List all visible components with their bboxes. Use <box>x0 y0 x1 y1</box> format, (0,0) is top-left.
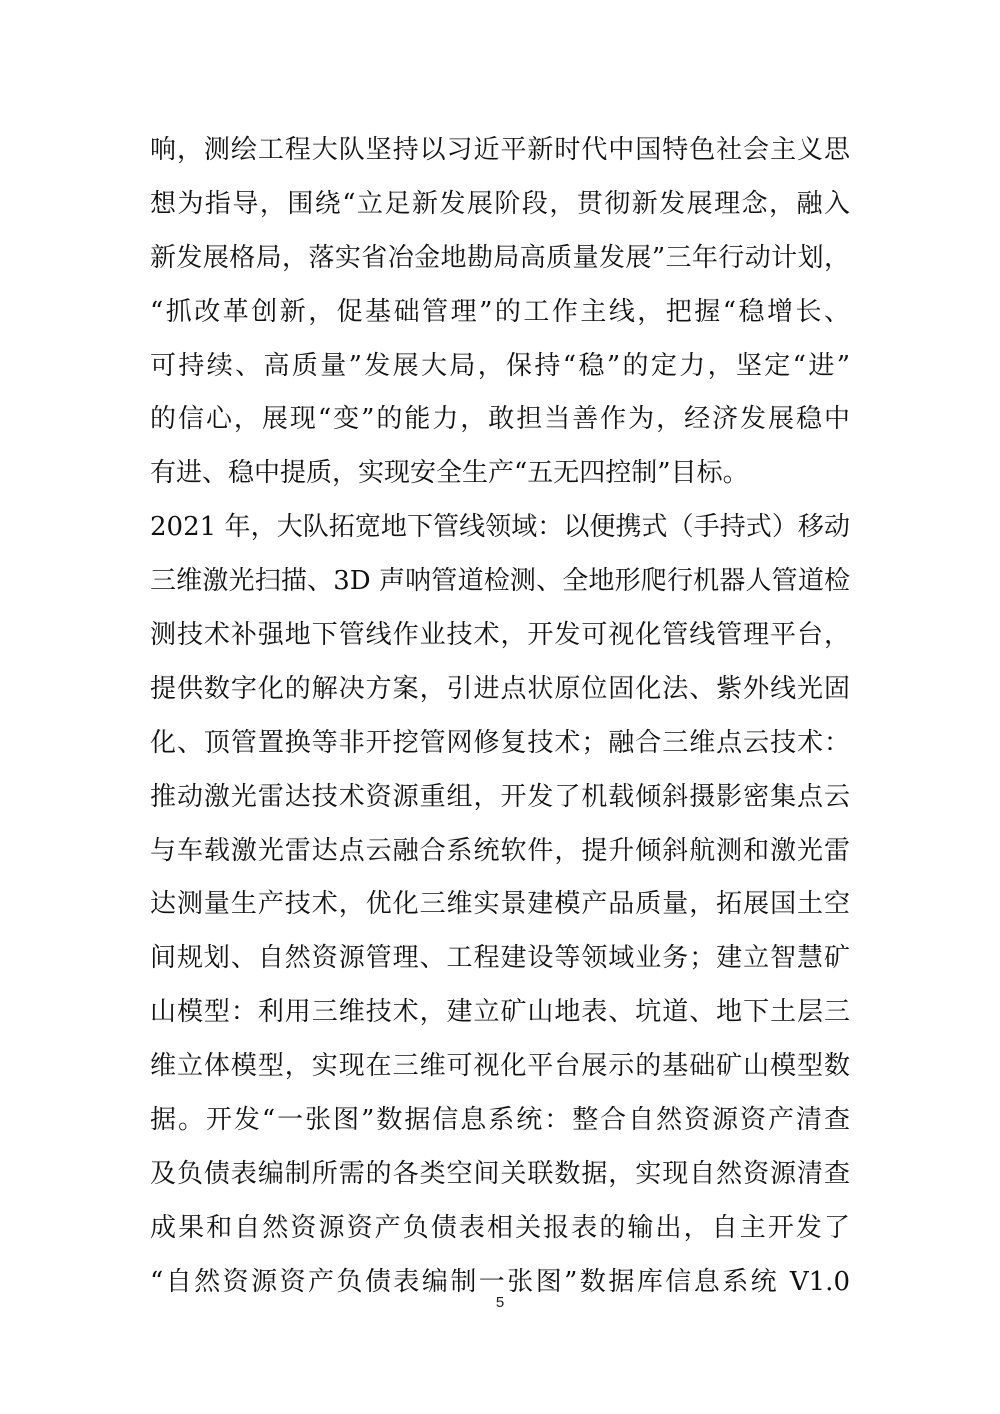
text-line: “抓改革创新，促基础管理”的工作主线，把握“稳增长、 <box>150 296 850 327</box>
text-line: 的信心，展现“变”的能力，敢担当善作为，经济发展稳中 <box>150 404 850 435</box>
text-line: 新发展格局，落实省冶金地勘局高质量发展”三年行动计划， <box>150 242 850 273</box>
text-line: 测技术补强地下管线作业技术，开发可视化管线管理平台， <box>150 620 850 651</box>
text-line: 想为指导，围绕“立足新发展阶段，贯彻新发展理念，融入 <box>150 188 850 219</box>
text-line: 达测量生产技术，优化三维实景建模产品质量，拓展国土空 <box>150 889 850 920</box>
text-line: 间规划、自然资源管理、工程建设等领域业务；建立智慧矿 <box>150 943 850 974</box>
text-line: 2021 年，大队拓宽地下管线领域：以便携式（手持式）移动 <box>150 512 850 543</box>
text-line: 山模型：利用三维技术，建立矿山地表、坑道、地下土层三 <box>150 997 850 1028</box>
text-line: 维立体模型，实现在三维可视化平台展示的基础矿山模型数 <box>150 1051 850 1082</box>
text-line: 可持续、高质量”发展大局，保持“稳”的定力，坚定“进” <box>150 350 850 381</box>
text-line: 化、顶管置换等非开挖管网修复技术；融合三维点云技术： <box>150 727 850 758</box>
text-line: 响，测绘工程大队坚持以习近平新时代中国特色社会主义思 <box>150 135 850 165</box>
text-line: 与车载激光雷达点云融合系统软件，提升倾斜航测和激光雷 <box>150 835 850 866</box>
text-line: 有进、稳中提质，实现安全生产“五无四控制”目标。 <box>150 458 749 489</box>
text-line: 及负债表编制所需的各类空间关联数据，实现自然资源清查 <box>150 1158 850 1189</box>
text-line: 三维激光扫描、3D 声呐管道检测、全地形爬行机器人管道检 <box>150 566 850 597</box>
text-line: 成果和自然资源资产负债表相关报表的输出，自主开发了 <box>150 1212 850 1243</box>
text-line: 据。开发“一张图”数据信息系统：整合自然资源资产清查 <box>150 1105 850 1136</box>
page-number: 5 <box>495 1294 505 1311</box>
text-line: 提供数字化的解决方案，引进点状原位固化法、紫外线光固 <box>150 673 850 704</box>
text-line: “自然资源资产负债表编制一张图”数据库信息系统 V1.0 <box>150 1266 850 1297</box>
body-text <box>150 124 850 1310</box>
text-line: 推动激光雷达技术资源重组，开发了机载倾斜摄影密集点云 <box>150 781 850 812</box>
